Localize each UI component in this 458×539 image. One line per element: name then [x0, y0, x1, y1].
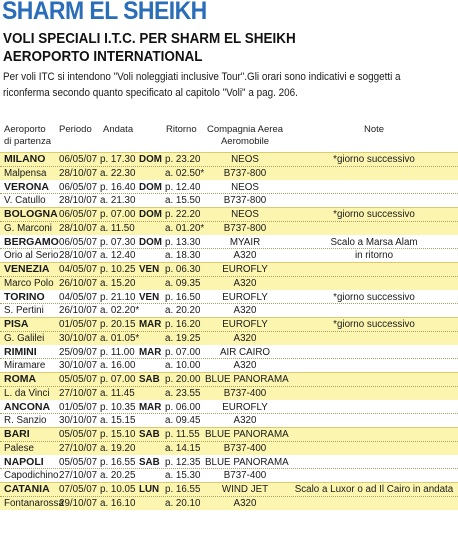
airport-name: L. da Vinci	[4, 387, 50, 399]
weekday: VEN	[139, 291, 160, 303]
weekday: LUN	[139, 484, 160, 495]
table-row	[0, 455, 458, 483]
city-name: ROMA	[4, 373, 37, 385]
airline-name: NEOS	[231, 209, 259, 220]
note-line-2: in ritorno	[354, 250, 394, 261]
airline-name: EUROFLY	[222, 291, 268, 303]
aircraft-type: A320	[233, 332, 257, 344]
period-from: 07/05/07	[59, 484, 98, 495]
weekday: SAB	[139, 374, 160, 385]
departure-return: p. 11.55	[165, 429, 200, 440]
header-compagnia: Compagnia Aerea	[206, 124, 284, 135]
departure-return: p. 22.20	[165, 209, 201, 220]
airport-name: Capodichino	[4, 470, 59, 481]
airline-name: BLUE PANORAMA	[205, 456, 289, 468]
arrival-outbound: a. 12.40	[100, 250, 136, 261]
aircraft-type: A320	[233, 415, 257, 426]
flight-table	[0, 152, 458, 510]
arrival-return: a. 20.10	[165, 497, 201, 509]
note-line-1: *giorno successivo	[333, 209, 415, 220]
weekday: MAR	[139, 401, 162, 413]
airline-name: EUROFLY	[222, 264, 268, 275]
weekday: SAB	[139, 456, 160, 468]
header-periodo: Periodo	[59, 124, 92, 135]
arrival-outbound: a. 16.10	[100, 497, 136, 509]
airport-name: G. Galilei	[4, 332, 45, 344]
arrival-outbound: a. 02.20*	[100, 305, 140, 316]
arrival-return: a. 01.20*	[165, 222, 205, 234]
period-to: 30/10/07	[59, 360, 98, 371]
airline-name: NEOS	[231, 154, 259, 165]
intro-paragraph: Per voli ITC si intendono "Voli noleggiati inclusive Tour".Gli orari sono indicativi e soggetti a riconferma secondo quanto specificato al capitolo "Voli" a pag. 206.	[3, 71, 401, 99]
departure-outbound: p. 21.10	[100, 291, 136, 303]
aircraft-type: A320	[233, 360, 257, 371]
arrival-outbound: a. 11.45	[100, 387, 135, 399]
arrival-return: a. 23.55	[165, 387, 201, 399]
weekday: MAR	[139, 346, 162, 358]
period-from: 05/05/07	[59, 374, 98, 385]
table-row	[0, 345, 458, 373]
period-from: 06/05/07	[59, 209, 98, 220]
arrival-return: a. 19.25	[165, 332, 201, 344]
header-andata: Andata	[103, 124, 134, 135]
period-to: 26/10/07	[59, 277, 98, 289]
subtitle-line-2: AEROPORTO INTERNATIONAL	[3, 49, 203, 65]
departure-outbound: p. 10.25	[100, 264, 136, 275]
airline-name: EUROFLY	[222, 319, 268, 330]
airport-name: V. Catullo	[4, 195, 46, 206]
departure-return: p. 23.20	[165, 154, 201, 165]
departure-return: p. 20.00	[165, 374, 201, 385]
departure-outbound: p. 07.00	[100, 374, 136, 385]
airline-name: WIND JET	[221, 484, 269, 495]
city-name: BARI	[4, 428, 30, 440]
departure-return: p. 06.00	[165, 401, 201, 413]
arrival-return: a. 09.35	[165, 277, 201, 289]
aircraft-type: B737-800	[223, 167, 267, 179]
departure-return: p. 06.30	[165, 264, 201, 275]
arrival-outbound: a. 20.25	[100, 470, 136, 481]
arrival-outbound: a. 15.15	[100, 415, 136, 426]
aircraft-type: A320	[233, 305, 257, 316]
arrival-outbound: a. 15.20	[100, 277, 136, 289]
departure-outbound: p. 20.15	[100, 319, 136, 330]
table-row	[0, 207, 458, 235]
note-line-1: *giorno successivo	[333, 291, 415, 303]
departure-outbound: p. 10.05	[100, 484, 136, 495]
airport-name: Fontanarossa	[4, 497, 64, 509]
airline-name: NEOS	[231, 181, 259, 193]
city-name: NAPOLI	[4, 455, 44, 468]
city-name: CATANIA	[4, 483, 50, 495]
weekday: DOM	[139, 181, 162, 193]
arrival-outbound: a. 21.30	[100, 195, 136, 206]
city-name: RIMINI	[4, 345, 37, 358]
aircraft-type: A320	[233, 277, 257, 289]
arrival-return: a. 02.50*	[165, 167, 205, 179]
departure-return: p. 16.20	[165, 319, 201, 330]
city-name: ANCONA	[4, 400, 51, 413]
period-to: 27/10/07	[59, 442, 98, 454]
airport-name: S. Pertini	[4, 305, 44, 316]
city-name: VERONA	[4, 180, 49, 193]
weekday: MAR	[139, 319, 162, 330]
period-to: 29/10/07	[59, 497, 98, 509]
arrival-outbound: a. 19.20	[100, 442, 136, 454]
period-from: 25/09/07	[59, 346, 98, 358]
period-from: 06/05/07	[59, 181, 98, 193]
arrival-outbound: a. 16.00	[100, 360, 136, 371]
departure-outbound: p. 11.00	[100, 346, 135, 358]
departure-return: p. 13.30	[165, 236, 201, 248]
header-ritorno: Ritorno	[166, 124, 197, 135]
departure-outbound: p. 16.55	[100, 456, 136, 468]
period-to: 30/10/07	[59, 332, 98, 344]
period-from: 01/05/07	[59, 401, 98, 413]
arrival-return: a. 09.45	[165, 415, 201, 426]
airport-name: Marco Polo	[4, 277, 54, 289]
airport-name: Miramare	[4, 360, 46, 371]
header-aeroporto: Aeroporto	[4, 124, 46, 135]
departure-outbound: p. 10.35	[100, 401, 136, 413]
note-line-1: *giorno successivo	[333, 154, 415, 165]
period-to: 28/10/07	[59, 222, 98, 234]
city-name: BOLOGNA	[4, 208, 58, 220]
arrival-return: a. 18.30	[165, 250, 201, 261]
arrival-return: a. 10.00	[165, 360, 201, 371]
period-from: 06/05/07	[59, 236, 98, 248]
note-line-1: Scalo a Luxor o ad Il Cairo in andata	[294, 484, 454, 495]
city-name: PISA	[4, 318, 29, 330]
airline-name: EUROFLY	[222, 401, 268, 413]
arrival-outbound: a. 11.50	[100, 222, 135, 234]
aircraft-type: B737-400	[223, 442, 267, 454]
arrival-outbound: a. 01.05*	[100, 332, 140, 344]
period-to: 28/10/07	[59, 250, 98, 261]
period-to: 26/10/07	[59, 305, 98, 316]
period-to: 30/10/07	[59, 415, 98, 426]
period-from: 04/05/07	[59, 291, 98, 303]
city-name: BERGAMO	[4, 235, 59, 248]
departure-outbound: p. 16.40	[100, 181, 136, 193]
weekday: DOM	[139, 154, 162, 165]
table-row	[0, 482, 458, 510]
airport-name: Malpensa	[4, 167, 47, 179]
city-name: MILANO	[4, 153, 46, 165]
period-from: 05/05/07	[59, 456, 98, 468]
aircraft-type: A320	[233, 497, 257, 509]
period-to: 28/10/07	[59, 195, 98, 206]
aircraft-type: B737-400	[223, 387, 267, 399]
period-from: 01/05/07	[59, 319, 98, 330]
aircraft-type: A320	[233, 250, 257, 261]
header-note: Note	[363, 124, 385, 135]
aircraft-type: B737-800	[223, 195, 267, 206]
period-to: 28/10/07	[59, 167, 98, 179]
arrival-return: a. 14.15	[165, 442, 201, 454]
period-from: 04/05/07	[59, 264, 98, 275]
header-aeromobile: Aeromobile	[220, 136, 270, 147]
subtitle-line-1: VOLI SPECIALI I.T.C. PER SHARM EL SHEIKH	[3, 31, 296, 47]
airline-name: MYAIR	[229, 236, 261, 248]
note-line-1: Scalo a Marsa Alam	[330, 236, 418, 248]
table-row	[0, 317, 458, 345]
airport-name: G. Marconi	[4, 222, 52, 234]
period-to: 27/10/07	[59, 387, 98, 399]
weekday: SAB	[139, 429, 160, 440]
airport-name: Palese	[4, 442, 34, 454]
aircraft-type: B737-400	[223, 470, 267, 481]
table-row	[0, 235, 458, 263]
page-title: SHARM EL SHEIKH	[2, 0, 207, 25]
table-row	[0, 290, 458, 318]
period-from: 06/05/07	[59, 154, 98, 165]
arrival-return: a. 15.30	[165, 470, 201, 481]
departure-return: p. 12.40	[165, 181, 201, 193]
airport-name: Orio al Serio	[4, 250, 59, 261]
airline-name: AIR CAIRO	[219, 346, 271, 358]
weekday: DOM	[139, 209, 162, 220]
arrival-return: a. 20.20	[165, 305, 201, 316]
arrival-outbound: a. 22.30	[100, 167, 136, 179]
departure-return: p. 12.35	[165, 456, 201, 468]
weekday: DOM	[139, 236, 162, 248]
departure-return: p. 07.00	[165, 346, 201, 358]
note-line-1: *giorno successivo	[333, 319, 415, 330]
airport-name: R. Sanzio	[4, 415, 47, 426]
table-row	[0, 427, 458, 455]
table-row	[0, 372, 458, 400]
weekday: VEN	[139, 264, 160, 275]
header-di-partenza: di partenza	[4, 136, 52, 147]
arrival-return: a. 15.50	[165, 195, 201, 206]
period-from: 05/05/07	[59, 429, 98, 440]
period-to: 27/10/07	[59, 470, 98, 481]
table-row	[0, 400, 458, 428]
departure-return: p. 16.50	[165, 291, 201, 303]
departure-outbound: p. 15.10	[100, 429, 136, 440]
city-name: VENEZIA	[4, 263, 50, 275]
aircraft-type: B737-800	[223, 222, 267, 234]
table-row	[0, 262, 458, 290]
departure-return: p. 16.55	[165, 484, 201, 495]
table-row	[0, 152, 458, 180]
departure-outbound: p. 07.00	[100, 209, 136, 220]
table-row	[0, 180, 458, 208]
city-name: TORINO	[4, 290, 45, 303]
departure-outbound: p. 07.30	[100, 236, 136, 248]
airline-name: BLUE PANORAMA	[205, 429, 289, 440]
departure-outbound: p. 17.30	[100, 154, 136, 165]
airline-name: BLUE PANORAMA	[205, 374, 289, 385]
